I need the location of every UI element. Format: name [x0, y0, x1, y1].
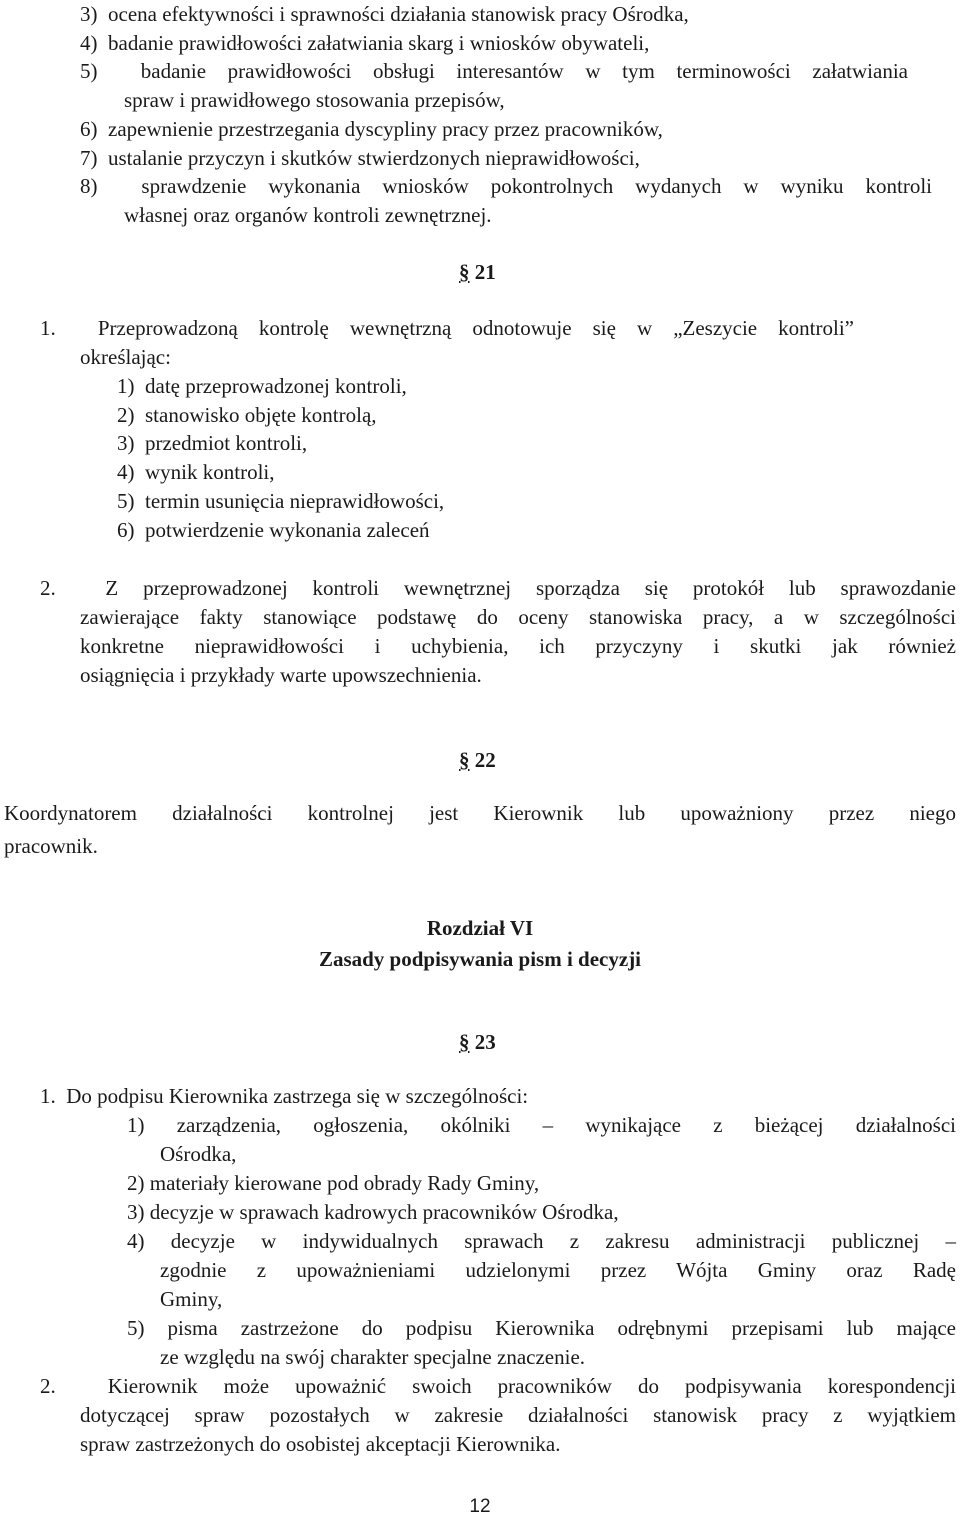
list-item: 4) wynik kontroli,	[117, 460, 275, 484]
section-sign: §	[459, 748, 470, 772]
paragraph-line: spraw zastrzeżonych do osobistej akceptacji Kierownika.	[80, 1432, 561, 1456]
list-item: 5) pisma zastrzeżone do podpisu Kierownika odrębnymi przepisami lub mające	[127, 1316, 956, 1340]
paragraph-line: konkretne nieprawidłowości i uchybienia, ich przyczyny i skutki jak również	[80, 634, 956, 658]
paragraph-line: zawierające fakty stanowiące podstawę do oceny stanowiska pracy, a w szczególności	[80, 605, 956, 629]
section-heading-22	[459, 746, 496, 774]
section-number: 23	[474, 1030, 496, 1054]
list-item-continuation: zgodnie z upoważnieniami udzielonymi przez Wójta Gminy oraz Radę	[160, 1258, 956, 1282]
list-item: 1) datę przeprowadzonej kontroli,	[117, 374, 407, 398]
list-item: 4) decyzje w indywidualnych sprawach z zakresu administracji publicznej –	[127, 1229, 956, 1253]
list-item: 8) sprawdzenie wykonania wniosków pokontrolnych wydanych w wyniku kontroli	[80, 174, 932, 198]
list-item-continuation: Ośrodka,	[160, 1142, 237, 1166]
list-item-continuation: własnej oraz organów kontroli zewnętrznej.	[124, 203, 492, 227]
paragraph-line: dotyczącej spraw pozostałych w zakresie działalności stanowisk pracy z wyjątkiem	[80, 1403, 956, 1427]
paragraph-line: osiągnięcia i przykłady warte upowszechnienia.	[80, 663, 482, 687]
list-item: 2) stanowisko objęte kontrolą,	[117, 403, 377, 427]
section-sign: §	[459, 260, 470, 284]
list-item-continuation: spraw i prawidłowego stosowania przepisów,	[124, 88, 505, 112]
list-item: 3) decyzje w sprawach kadrowych pracowników Ośrodka,	[127, 1200, 619, 1224]
paragraph-line: Koordynatorem działalności kontrolnej jest Kierownik lub upoważniony przez niego	[4, 801, 956, 825]
paragraph-line: 2. Z przeprowadzonej kontroli wewnętrznej sporządza się protokół lub sprawozdanie	[40, 576, 956, 600]
list-item: 6) zapewnienie przestrzegania dyscypliny pracy przez pracowników,	[80, 117, 663, 141]
paragraph-line: 1. Przeprowadzoną kontrolę wewnętrzną odnotowuje się w „Zeszycie kontroli”	[40, 316, 854, 340]
paragraph-line: 2. Kierownik może upoważnić swoich pracowników do podpisywania korespondencji	[40, 1374, 956, 1398]
list-item-continuation: ze względu na swój charakter specjalne znaczenie.	[160, 1345, 586, 1369]
list-item: 5) badanie prawidłowości obsługi interesantów w tym terminowości załatwiania	[80, 59, 908, 83]
paragraph-line: określając:	[80, 345, 171, 369]
list-item: 3) przedmiot kontroli,	[117, 431, 308, 455]
chapter-subtitle: Zasady podpisywania pism i decyzji	[318, 947, 642, 971]
paragraph-line: 1. Do podpisu Kierownika zastrzega się w szczególności:	[40, 1084, 529, 1108]
section-sign: §	[459, 1030, 470, 1054]
list-item-continuation: Gminy,	[160, 1287, 223, 1311]
paragraph-line: pracownik.	[4, 834, 98, 858]
list-item: 6) potwierdzenie wykonania zaleceń	[117, 518, 430, 542]
list-item: 2) materiały kierowane pod obrady Rady Gminy,	[127, 1171, 540, 1195]
list-item: 7) ustalanie przyczyn i skutków stwierdzonych nieprawidłowości,	[80, 146, 640, 170]
section-heading-23	[459, 1028, 496, 1056]
section-number: 22	[474, 748, 496, 772]
list-item: 4) badanie prawidłowości załatwiania skarg i wniosków obywateli,	[80, 31, 650, 55]
page-number: 12	[469, 1496, 491, 1517]
list-item: 1) zarządzenia, ogłoszenia, okólniki – wynikające z bieżącej działalności	[127, 1113, 956, 1137]
list-item: 3) ocena efektywności i sprawności działania stanowisk pracy Ośrodka,	[80, 2, 689, 26]
list-item: 5) termin usunięcia nieprawidłowości,	[117, 489, 445, 513]
section-number: 21	[474, 260, 496, 284]
section-heading-21	[459, 258, 496, 286]
chapter-title: Rozdział VI	[426, 916, 534, 940]
